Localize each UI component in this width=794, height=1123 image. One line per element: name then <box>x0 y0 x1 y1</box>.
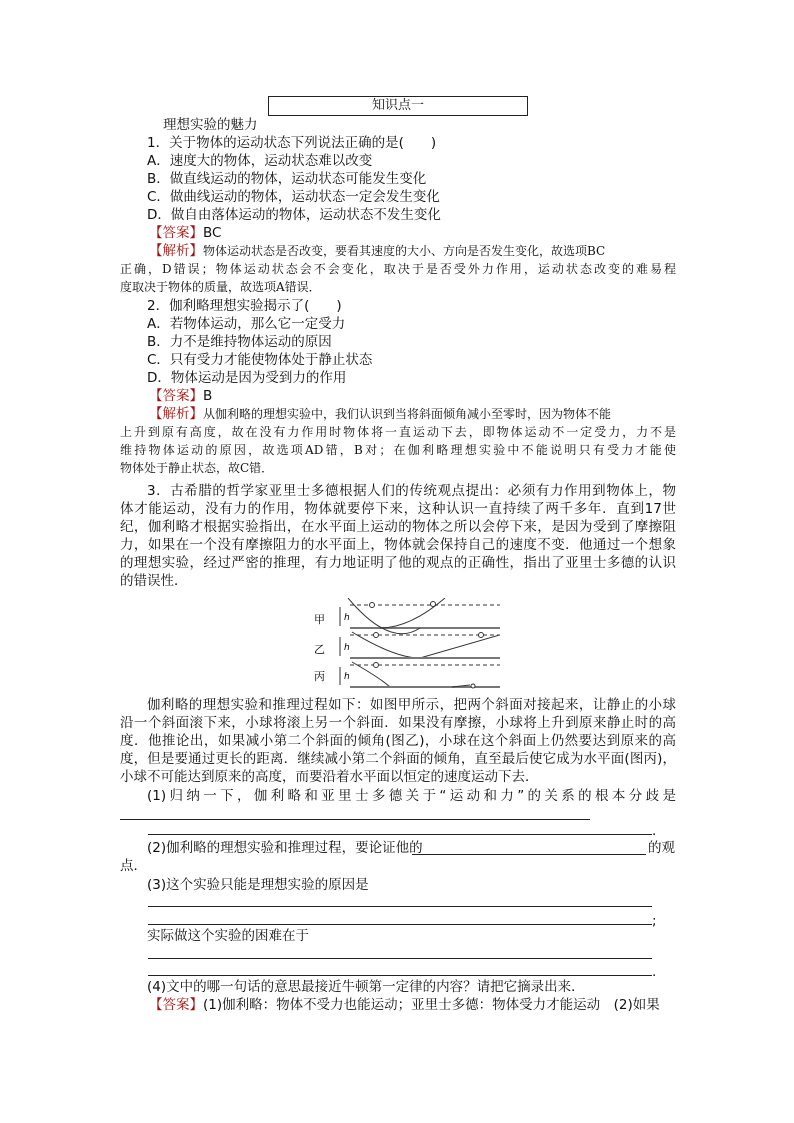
q1-analysis-line: 正确，D错误；物体运动状态会不会变化，取决于是否受外力作用，运动状态改变的难易程 <box>120 262 676 276</box>
q3-answer <box>149 996 660 1014</box>
height-label: h <box>344 672 350 682</box>
answer-tag: 【答案】 <box>149 388 203 404</box>
answer-blank[interactable] <box>148 924 652 925</box>
q1-answer <box>149 224 221 242</box>
sub-question-1: (1)归纳一下，伽利略和亚里士多德关于“运动和力”的关系的根本分歧是 <box>147 788 676 804</box>
height-label: h <box>344 613 350 623</box>
answer-blank[interactable] <box>148 834 652 835</box>
period: . <box>652 964 657 980</box>
section-title: 知识点一 <box>268 96 528 116</box>
topic-heading: 理想实验的魅力 <box>163 117 258 133</box>
q2-answer <box>149 387 212 405</box>
q1-option: A．速度大的物体，运动状态难以改变 <box>147 153 373 169</box>
answer-value: BC <box>203 225 222 241</box>
q3-process-line: 度，但是要通过更长的距离．继续减小第二个斜面的倾角，直至最后使它成为水平面(图丙)， <box>120 751 676 767</box>
q2-analysis-line: 上升到原有高度，故在没有力作用时物体将一直运动下去，即物体运动不一定受力，力不是 <box>120 425 676 439</box>
incline-experiment-figure <box>300 598 500 690</box>
q2-analysis-line <box>149 405 611 423</box>
q2-option: B．力不是维持物体运动的原因 <box>147 334 332 350</box>
analysis-tag: 【解析】 <box>149 406 203 422</box>
q3-intro-line: 纪，伽利略才根据实验指出，在水平面上运动的物体之所以会停下来，是因为受到了摩擦阻 <box>120 519 676 535</box>
q3-intro-line: 的理想实验，经过严密的推理，有力地证明了他的观点的正确性，指出了亚里士多德的认识 <box>120 555 676 571</box>
height-label: h <box>344 643 350 653</box>
q2-analysis-line: 物体处于静止状态，故C错． <box>120 461 274 475</box>
q3-intro-line: 的错误性． <box>120 573 188 589</box>
q1-option: D．做自由落体运动的物体，运动状态不发生变化 <box>147 207 441 223</box>
answer-blank[interactable] <box>412 854 646 855</box>
answer-blank[interactable] <box>120 819 590 820</box>
q1-analysis-line <box>149 242 676 260</box>
sub-question-2-tail: 点． <box>120 858 147 874</box>
q2-analysis-line: 维持物体运动的原因，故选项AD错，B对；在伽利略理想实验中不能说明只有受力才能使 <box>120 443 676 457</box>
q3-intro-line: 3．古希腊的哲学家亚里士多德根据人们的传统观点提出：必须有力作用到物体上，物 <box>147 483 676 499</box>
semicolon: ; <box>652 913 657 929</box>
analysis-text: 从伽利略的理想实验中，我们认识到当将斜面倾角减小至零时，因为物体不能 <box>203 407 612 421</box>
q3-process-line: 沿一个斜面滚下来，小球将滚上另一个斜面．如果没有摩擦，小球将上升到原来静止时的高 <box>120 715 676 731</box>
sub-question-4: (4)文中的哪一句话的意思最接近牛顿第一定律的内容？请把它摘录出来． <box>147 979 585 995</box>
q3-process-line: 度．他推论出，如果减小第二个斜面的倾角(图乙)，小球在这个斜面上仍然要达到原来的高 <box>120 733 676 749</box>
period: . <box>652 823 657 839</box>
q3-intro-line: 力，如果在一个没有摩擦阻力的水平面上，物体就会保持自己的速度不变．他通过一个想象 <box>120 537 676 553</box>
q2-stem: 2．伽利略理想实验揭示了( ) <box>147 298 342 314</box>
sub-question-2: (2)伽利略的理想实验和推理过程，要论证他的 <box>147 840 423 856</box>
q2-option: D．物体运动是因为受到力的作用 <box>147 370 347 386</box>
answer-tag: 【答案】 <box>149 997 203 1013</box>
answer-tag: 【答案】 <box>149 225 203 241</box>
q1-stem: 1．关于物体的运动状态下列说法正确的是( ) <box>147 135 437 151</box>
analysis-text: 物体运动状态是否改变，要看其速度的大小、方向是否发生变化，故选项BC <box>203 244 606 258</box>
q1-option: B．做直线运动的物体，运动状态可能发生变化 <box>147 171 427 187</box>
q2-option: A．若物体运动，那么它一定受力 <box>147 316 346 332</box>
q1-option: C．做曲线运动的物体，运动状态一定会发生变化 <box>147 189 440 205</box>
q1-analysis-line: 度取决于物体的质量，故选项A错误． <box>120 280 321 294</box>
analysis-tag: 【解析】 <box>149 243 203 259</box>
q3-process-line: 小球不可能达到原来的高度，而要沿着水平面以恒定的速度运动下去． <box>120 769 539 785</box>
figure-label-bing: 丙 <box>314 670 325 683</box>
sub-question-3: (3)这个实验只能是理想实验的原因是 <box>147 877 369 893</box>
answer-blank[interactable] <box>148 906 652 907</box>
q3-process-line: 伽利略的理想实验和推理过程如下：如图甲所示，把两个斜面对接起来，让静止的小球 <box>147 697 676 713</box>
figure-label-jia: 甲 <box>314 613 325 626</box>
answer-value: (1)伽利略：物体不受力也能运动；亚里士多德：物体受力才能运动 (2)如果 <box>203 997 660 1013</box>
q3-intro-line: 体才能运动，没有力的作用，物体就要停下来，这种认识一直持续了两千多年．直到17世 <box>120 501 676 517</box>
answer-blank[interactable] <box>148 975 652 976</box>
answer-blank[interactable] <box>148 958 652 959</box>
answer-value: B <box>203 388 213 404</box>
figure-label-yi: 乙 <box>314 643 325 656</box>
sub-question-3b: 实际做这个实验的困难在于 <box>147 928 309 944</box>
sub-question-2-tail: 的观 <box>648 840 675 856</box>
q2-option: C．只有受力才能使物体处于静止状态 <box>147 352 373 368</box>
